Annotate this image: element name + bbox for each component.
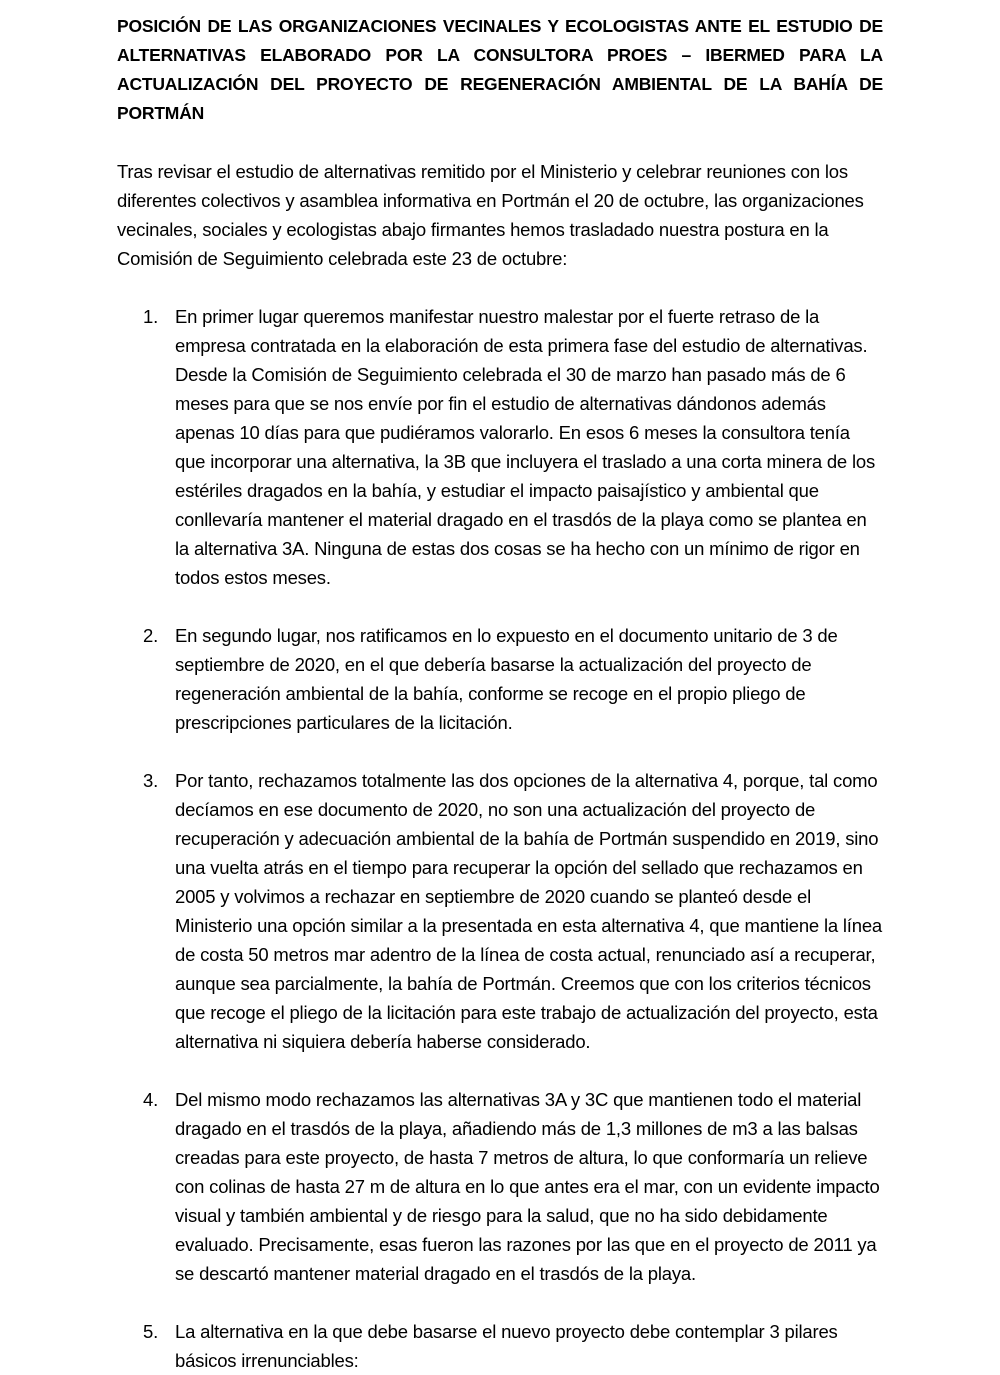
list-item [143,1317,883,1375]
numbered-list [117,302,883,1375]
list-item-number: 3. [143,770,159,791]
list-item-text: En primer lugar queremos manifestar nuestro malestar por el fuerte retraso de la empresa contratada en la elaboración de esta primera fase del estudio de alternativas. Desde la Comisión de Seguimiento celebrada el 30 de marzo han pasado más de 6 meses para que se nos envíe por fin el estudio de alternativas dándonos además apenas 10 días para que pudiéramos valorarlo. En esos 6 meses la consultora tenía que incorporar una alternativa, la 3B que incluyera el traslado a una corta minera de los estériles dragados en la bahía, y estudiar el impacto paisajístico y ambiental que conllevaría mantener el material dragado en el trasdós de la playa como se plantea en la alternativa 3A. Ninguna de estas dos cosas se ha hecho con un mínimo de rigor en todos estos meses. [175,306,876,588]
list-item-text: Del mismo modo rechazamos las alternativas 3A y 3C que mantienen todo el material dragado en el trasdós de la playa, añadiendo más de 1,3 millones de m3 a las balsas creadas para este proyecto, de hasta 7 metros de altura, lo que conformaría un relieve con colinas de hasta 27 m de altura en lo que antes era el mar, con un evidente impacto visual y también ambiental y de riesgo para la salud, que no ha sido debidamente evaluado. Precisamente, esas fueron las razones por las que en el proyecto de 2011 ya se descartó mantener material dragado en el trasdós de la playa. [175,1089,880,1284]
list-item-text: Por tanto, rechazamos totalmente las dos opciones de la alternativa 4, porque, tal como decíamos en ese documento de 2020, no son una actualización del proyecto de recuperación y adecuación ambiental de la bahía de Portmán suspendido en 2019, sino una vuelta atrás en el tiempo para recuperar la opción del sellado que rechazamos en 2005 y volvimos a rechazar en septiembre de 2020 cuando se planteó desde el Ministerio una opción similar a la presentada en esta alternativa 4, que mantiene la línea de costa 50 metros mar adentro de la línea de costa actual, renunciado así a recuperar, aunque sea parcialmente, la bahía de Portmán. Creemos que con los criterios técnicos que recoge el pliego de la licitación para este trabajo de actualización del proyecto, esta alternativa ni siquiera debería haberse considerado. [175,770,883,1052]
list-item-number: 5. [143,1321,159,1342]
document-title: POSICIÓN DE LAS ORGANIZACIONES VECINALES Y ECOLOGISTAS ANTE EL ESTUDIO DE ALTERNATIVAS ELABORADO POR LA CONSULTORA PROES – IBERMED PARA LA ACTUALIZACIÓN DEL PROYECTO DE REGENERACIÓN AMBIENTAL DE LA BAHÍA DE PORTMÁN [117,16,883,123]
list-item-number: 2. [143,625,159,646]
intro-paragraph: Tras revisar el estudio de alternativas remitido por el Ministerio y celebrar reuniones con los diferentes colectivos y asamblea informativa en Portmán el 20 de octubre, las organizaciones vecinales, sociales y ecologistas abajo firmantes hemos trasladado nuestra postura en la Comisión de Seguimiento celebrada este 23 de octubre: [117,161,864,269]
list-item [143,766,883,1056]
list-item [143,1085,883,1288]
list-item-number: 4. [143,1089,159,1110]
list-item [143,621,883,737]
list-item-text: La alternativa en la que debe basarse el nuevo proyecto debe contemplar 3 pilares básicos irrenunciables: [175,1321,838,1371]
list-item [143,302,883,592]
list-item-text: En segundo lugar, nos ratificamos en lo expuesto en el documento unitario de 3 de septiembre de 2020, en el que debería basarse la actualización del proyecto de regeneración ambiental de la bahía, conforme se recoge en el propio pliego de prescripciones particulares de la licitación. [175,625,838,733]
list-item-number: 1. [143,306,159,327]
